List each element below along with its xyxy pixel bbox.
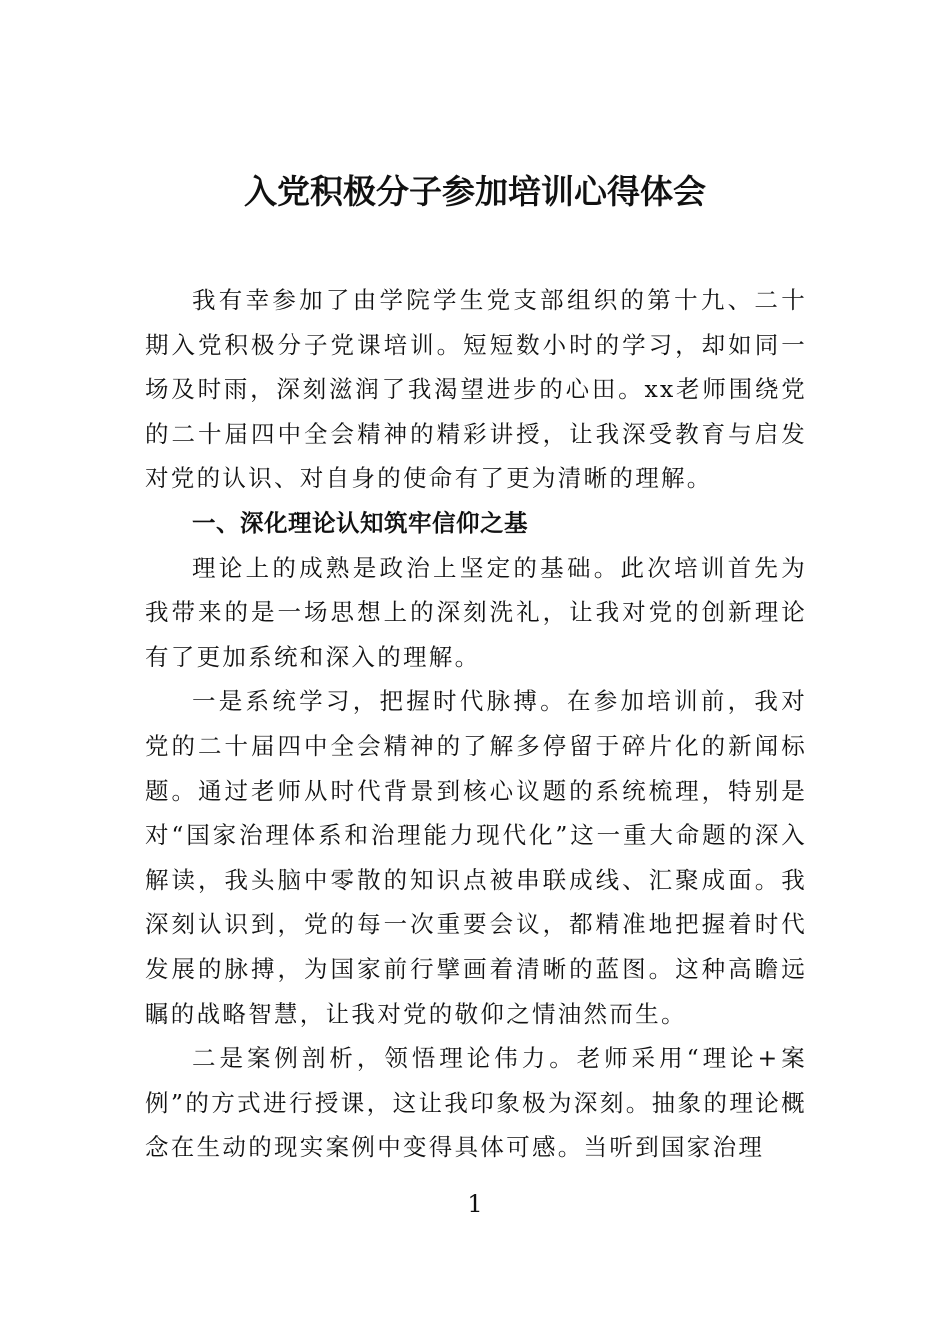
paragraph-theory: 理论上的成熟是政治上坚定的基础。此次培训首先为我带来的是一场思想上的深刻洗礼，让我对党的创新理论有了更加系统和深入的理解。 [145,553,807,671]
document-title: 入党积极分子参加培训心得体会 [244,172,706,211]
document-body [145,278,807,1170]
paragraph-point-two: 二是案例剖析，领悟理论伟力。老师采用“理论+案例”的方式进行授课，这让我印象极为深刻。抽象的理论概念在生动的现实案例中变得具体可感。当听到国家治理 [145,1044,807,1162]
paragraph-point-one: 一是系统学习，把握时代脉搏。在参加培训前，我对党的二十届四中全会精神的了解多停留于碎片化的新闻标题。通过老师从时代背景到核心议题的系统梳理，特别是对“国家治理体系和治理能力现代化”这一重大命题的深入解读，我头脑中零散的知识点被串联成线、汇聚成面。我深刻认识到，党的每一次重要会议，都精准地把握着时代发展的脉搏，为国家前行擘画着清晰的蓝图。这种高瞻远瞩的战略智慧，让我对党的敬仰之情油然而生。 [145,687,807,1028]
section-heading-1: 一、深化理论认知筑牢信仰之基 [192,508,528,537]
paragraph-intro: 我有幸参加了由学院学生党支部组织的第十九、二十期入党积极分子党课培训。短短数小时的学习，却如同一场及时雨，深刻滋润了我渴望进步的心田。xx老师围绕党的二十届四中全会精神的精彩讲授，让我深受教育与启发对党的认识、对自身的使命有了更为清晰的理解。 [145,286,807,493]
page-number: 1 [467,1190,483,1218]
